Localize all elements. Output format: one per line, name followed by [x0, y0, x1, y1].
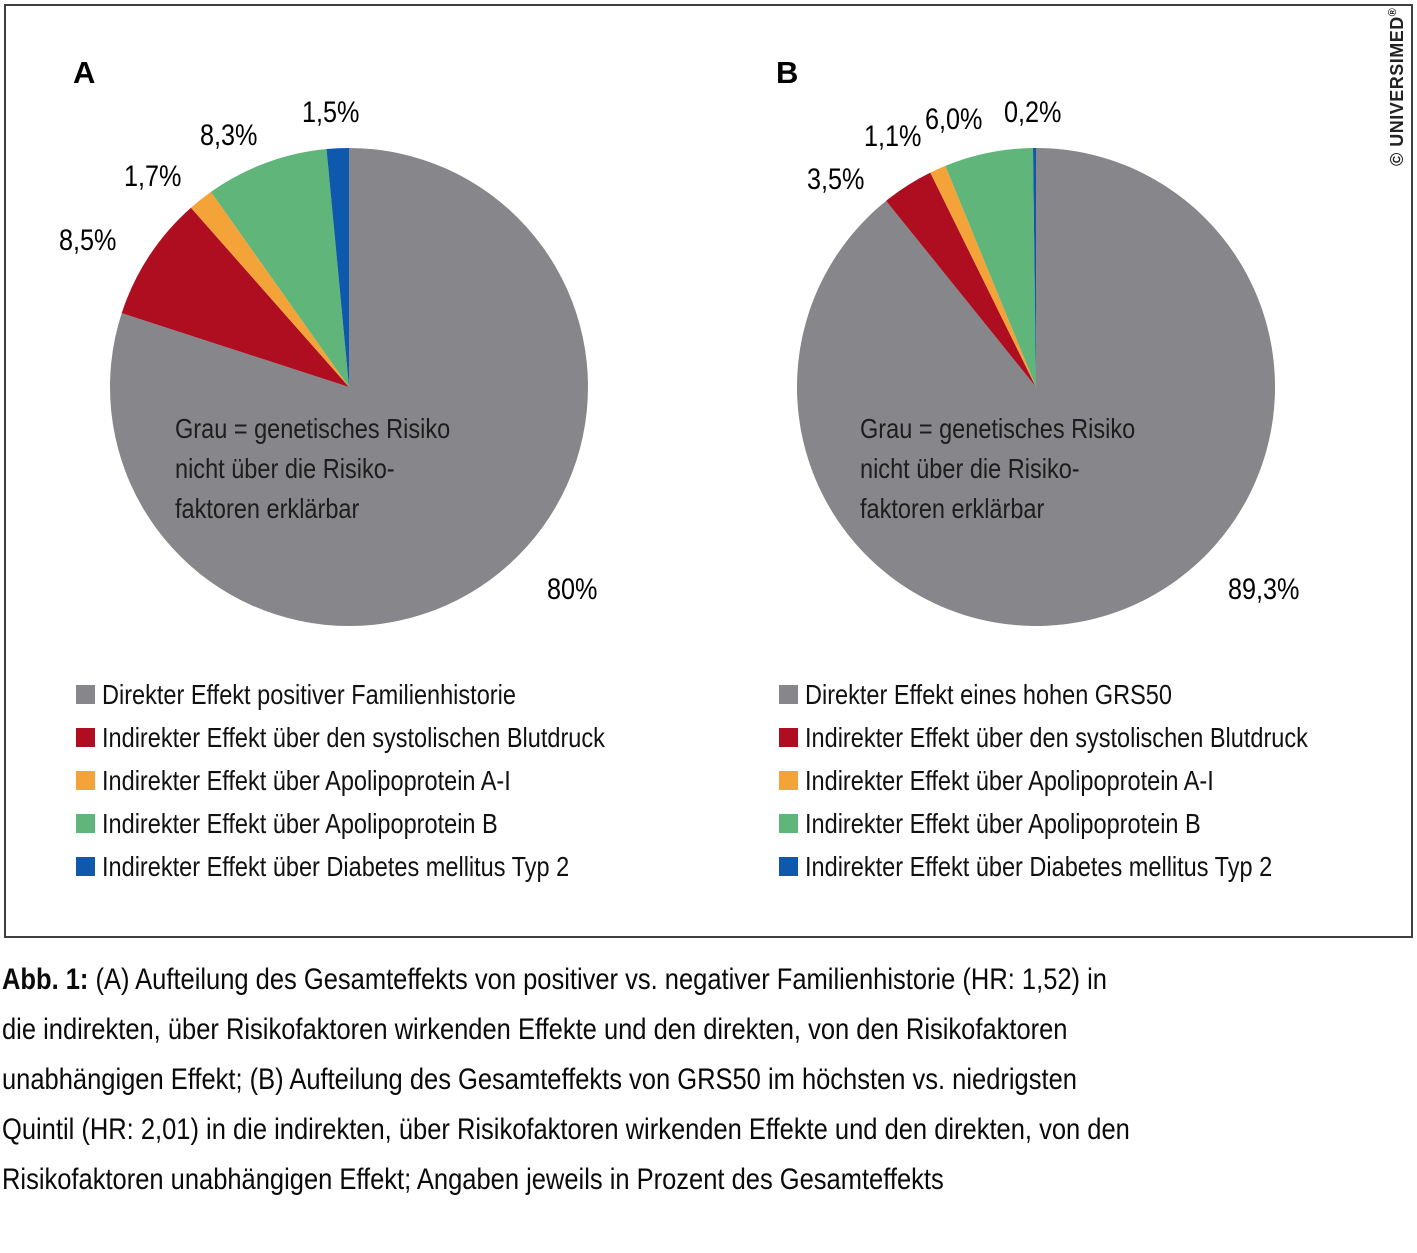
- legend-label: Indirekter Effekt über Apolipoprotein A-I: [102, 764, 511, 796]
- legend-item: [779, 759, 1404, 802]
- legend-swatch-blue: [76, 857, 95, 876]
- pie-b-annotation: Grau = genetisches Risiko nicht über die Risiko- faktoren erklärbar: [860, 413, 1136, 524]
- legend-swatch-gray: [779, 685, 798, 704]
- pie-a-label-apolipoprotein-b: 8,3%: [200, 119, 258, 152]
- legend-label: Indirekter Effekt über den systolischen Blutdruck: [805, 721, 1308, 753]
- panel-a-label: A: [73, 55, 96, 90]
- legend-label: Direkter Effekt eines hohen GRS50: [805, 678, 1172, 710]
- legend-item: [76, 716, 701, 759]
- legend-item: [76, 759, 701, 802]
- legend-swatch-orange: [76, 771, 95, 790]
- registered-mark: ®: [1387, 7, 1399, 17]
- legend-swatch-red: [76, 728, 95, 747]
- legend-item: [76, 845, 701, 888]
- pie-b-label-diabetes: 0,2%: [1004, 96, 1062, 129]
- caption-line: Risikofaktoren unabhängigen Effekt; Angaben jeweils in Prozent des Gesamteffekts: [2, 1163, 944, 1196]
- figure-caption: [2, 955, 1417, 1205]
- pie-slice-direct: [797, 148, 1275, 626]
- legend-item: [779, 845, 1404, 888]
- legend-item: [76, 673, 701, 716]
- legend-label: Indirekter Effekt über den systolischen Blutdruck: [102, 721, 605, 753]
- pie-a-label-apolipoprotein-a1: 1,7%: [124, 160, 182, 193]
- pie-b-label-apolipoprotein-a1: 1,1%: [864, 120, 922, 153]
- legend-label: Indirekter Effekt über Apolipoprotein B: [102, 807, 498, 839]
- pie-b-label-direct: 89,3%: [1228, 573, 1300, 606]
- legend-label: Indirekter Effekt über Apolipoprotein A-I: [805, 764, 1214, 796]
- legend-label: Indirekter Effekt über Diabetes mellitus Typ 2: [102, 850, 570, 882]
- caption-line: die indirekten, über Risikofaktoren wirkenden Effekte und den direkten, von den Risikofaktoren: [2, 1013, 1068, 1046]
- legend-a: [76, 673, 701, 888]
- legend-b: [779, 673, 1404, 888]
- publisher-credit: © UNIVERSIMED®: [1387, 7, 1407, 166]
- pie-a-label-blutdruck: 8,5%: [59, 224, 117, 257]
- legend-swatch-blue: [779, 857, 798, 876]
- legend-item: [779, 673, 1404, 716]
- caption-number: Abb. 1:: [2, 963, 89, 996]
- pie-chart-b: [796, 147, 1276, 627]
- legend-label: Direkter Effekt positiver Familienhistorie: [102, 678, 516, 710]
- legend-item: [779, 716, 1404, 759]
- pie-b-label-blutdruck: 3,5%: [807, 163, 865, 196]
- legend-item: [779, 802, 1404, 845]
- caption-line: unabhängigen Effekt; (B) Aufteilung des Gesamteffekts von GRS50 im höchsten vs. niedrigsten: [2, 1063, 1077, 1096]
- pie-chart-a: [109, 147, 589, 627]
- legend-swatch-green: [779, 814, 798, 833]
- legend-swatch-red: [779, 728, 798, 747]
- legend-swatch-orange: [779, 771, 798, 790]
- figure-box: [4, 4, 1413, 938]
- pie-a-annotation: Grau = genetisches Risiko nicht über die Risiko- faktoren erklärbar: [175, 413, 451, 524]
- pie-a-label-direct: 80%: [547, 573, 598, 606]
- legend-item: [76, 802, 701, 845]
- legend-label: Indirekter Effekt über Diabetes mellitus Typ 2: [805, 850, 1273, 882]
- pie-b-label-apolipoprotein-b: 6,0%: [925, 103, 983, 136]
- panel-b-label: B: [776, 55, 799, 90]
- legend-swatch-green: [76, 814, 95, 833]
- caption-line: (A) Aufteilung des Gesamteffekts von positiver vs. negativer Familienhistorie (HR: 1,52) in: [88, 963, 1107, 996]
- pie-a-label-diabetes: 1,5%: [302, 96, 360, 129]
- legend-label: Indirekter Effekt über Apolipoprotein B: [805, 807, 1201, 839]
- legend-swatch-gray: [76, 685, 95, 704]
- caption-line: Quintil (HR: 2,01) in die indirekten, über Risikofaktoren wirkenden Effekte und den direkten, von den: [2, 1113, 1130, 1146]
